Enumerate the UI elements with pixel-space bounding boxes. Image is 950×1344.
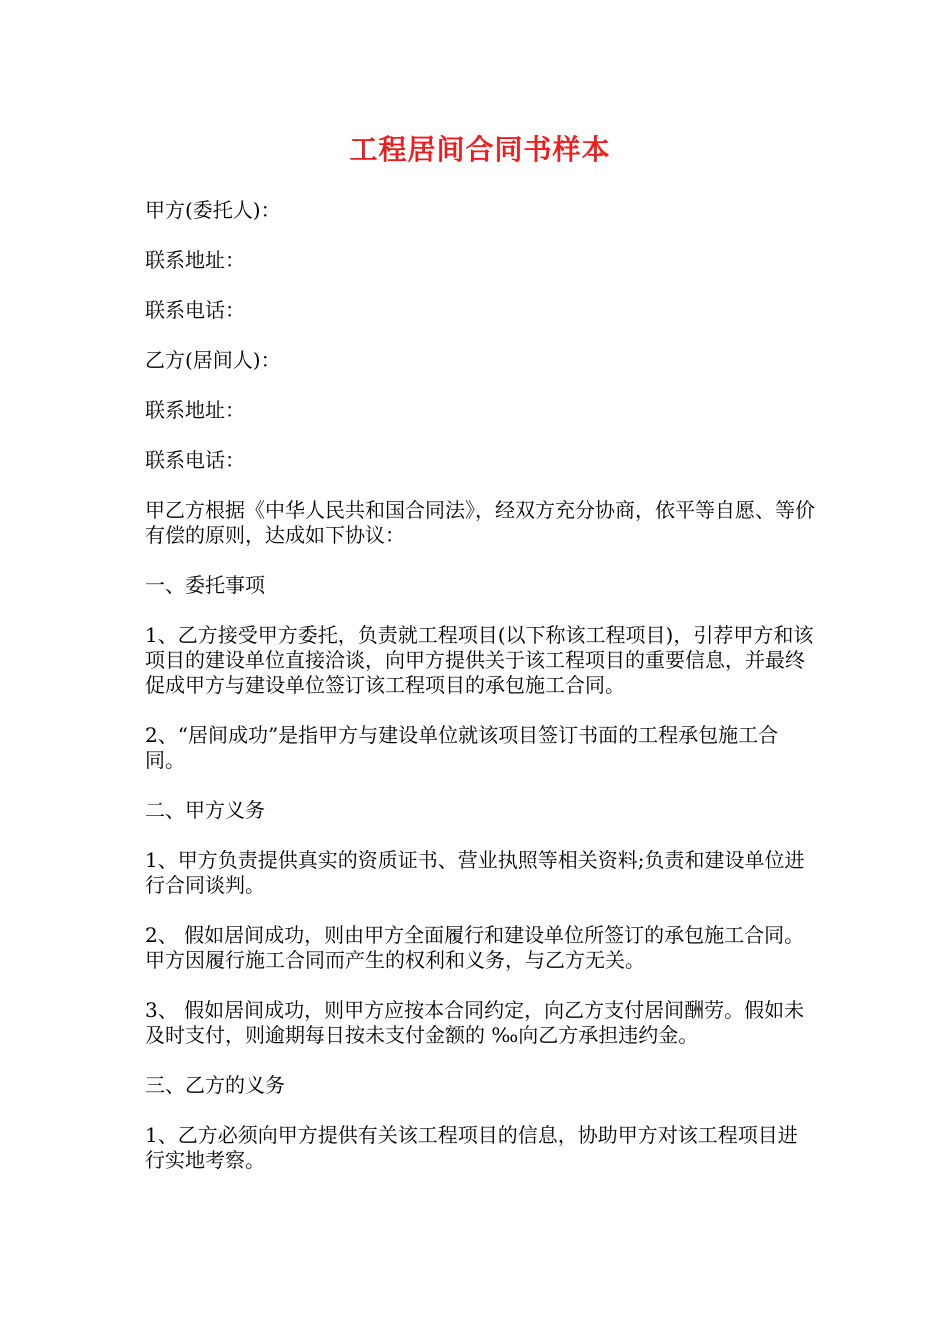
party-a-label: 甲方(委托人)： <box>145 198 281 222</box>
section-heading-1: 一、委托事项 <box>145 573 265 597</box>
party-a-phone: 联系电话： <box>145 298 245 322</box>
clause-3-1: 1、乙方必须向甲方提供有关该工程项目的信息，协助甲方对该工程项目进行实地考察。 <box>145 1123 798 1172</box>
party-b-phone: 联系电话： <box>145 448 245 472</box>
party-a-address: 联系地址： <box>145 248 245 272</box>
clause-2-3: 3、 假如居间成功，则甲方应按本合同约定，向乙方支付居间酬劳。假如未及时支付，则逾期每日按未支付金额的 ‰向乙方承担违约金。 <box>145 998 805 1047</box>
section-heading-2: 二、甲方义务 <box>145 798 265 822</box>
party-b-address: 联系地址： <box>145 398 245 422</box>
document-page <box>145 128 815 1198</box>
section-heading-3: 三、乙方的义务 <box>145 1073 285 1097</box>
clause-2-1: 1、甲方负责提供真实的资质证书、营业执照等相关资料;负责和建设单位进行合同谈判。 <box>145 848 805 897</box>
document-title: 工程居间合同书样本 <box>349 133 611 166</box>
preamble-paragraph: 甲乙方根据《中华人民共和国合同法》，经双方充分协商，依平等自愿、等价有偿的原则，达成如下协议： <box>145 498 815 547</box>
clause-2-2: 2、 假如居间成功，则由甲方全面履行和建设单位所签订的承包施工合同。甲方因履行施工合同而产生的权利和义务，与乙方无关。 <box>145 923 805 972</box>
party-b-label: 乙方(居间人)： <box>145 348 281 372</box>
clause-1-1: 1、乙方接受甲方委托，负责就工程项目(以下称该工程项目)，引荐甲方和该项目的建设单位直接洽谈，向甲方提供关于该工程项目的重要信息，并最终促成甲方与建设单位签订该工程项目的承包施工合同。 <box>145 623 814 697</box>
clause-1-2: 2、“居间成功”是指甲方与建设单位就该项目签订书面的工程承包施工合同。 <box>145 723 779 772</box>
